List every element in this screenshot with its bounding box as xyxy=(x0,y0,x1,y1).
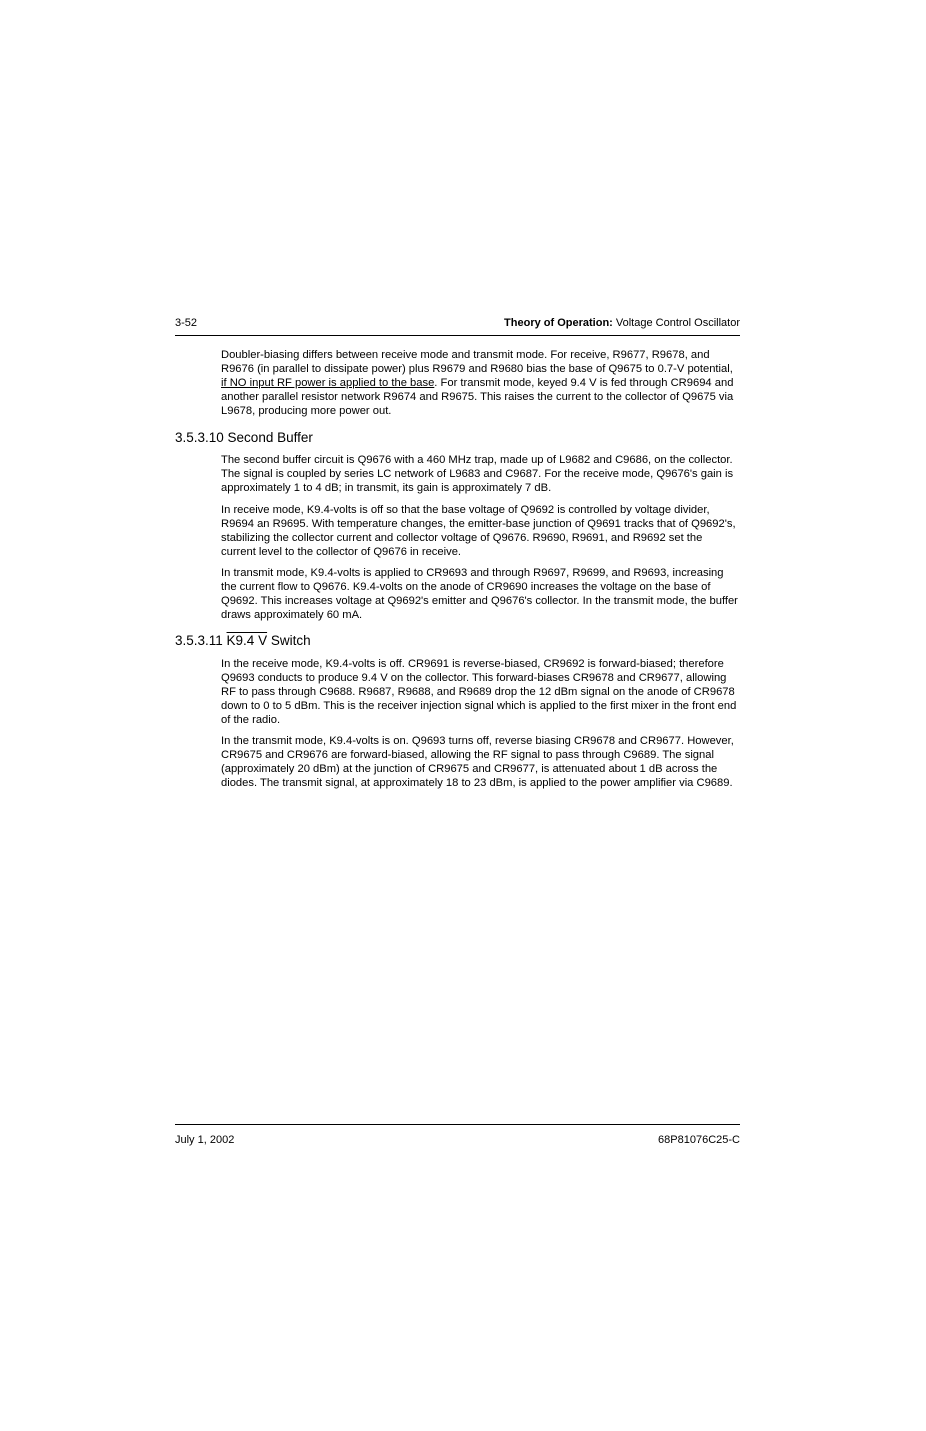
second-buffer-paragraph-1: The second buffer circuit is Q9676 with a 460 MHz trap, made up of L9682 and C9686, on the collector. The signal is coupled by series LC network of L9683 and C9687. For the receive mode, Q9676's gain is approximately 1 to 4 dB; in transmit, its gain is approximately 7 dB. xyxy=(221,454,734,494)
running-title-rest: Voltage Control Oscillator xyxy=(612,317,740,329)
page-header xyxy=(175,316,740,332)
header-rule xyxy=(175,335,740,336)
intro-text-1: Doubler-biasing differs between receive mode and transmit mode. For receive, R9677, R9678, and R9676 (in parallel to dissipate power) plus R9679 and R9680 bias the base of Q9675 to 0.7-V potential, xyxy=(221,349,733,375)
page-footer xyxy=(175,1133,740,1149)
page-number: 3-52 xyxy=(175,317,198,329)
section-heading-k94v-switch xyxy=(175,633,311,649)
footer-date: July 1, 2002 xyxy=(175,1134,235,1146)
section-heading-second-buffer: 3.5.3.10 Second Buffer xyxy=(175,430,313,445)
heading-number: 3.5.3.11 xyxy=(175,633,227,648)
intro-underlined-text: if NO input RF power is applied to the base xyxy=(221,377,435,389)
intro-paragraph xyxy=(221,348,740,418)
switch-paragraph-1: In the receive mode, K9.4-volts is off. CR9691 is reverse-biased, CR9692 is forward-biased; therefore Q9693 conducts to produce 9.4 V on the collector. This forward-biases CR9678 and CR9677, allowing RF to pass through C9688. R9687, R9688, and R9689 drop the 12 dBm signal on the anode of CR9678 down to 0 to 5 dBm. This is the receiver injection signal which is applied to the first mixer in the front end of the radio. xyxy=(221,658,737,726)
running-title-bold: Theory of Operation: xyxy=(504,317,613,329)
second-buffer-paragraph-3: In transmit mode, K9.4-volts is applied to CR9693 and through R9697, R9699, and R9693, increasing the current flow to Q9676. K9.4-volts on the anode of CR9690 increases the voltage on the base of Q9692. This increases voltage at Q9692's emitter and Q9676's collector. In the transmit mode, the buffer draws approximately 60 mA. xyxy=(221,567,738,621)
heading-overlined: K9.4 V xyxy=(226,633,268,648)
running-title xyxy=(504,316,740,330)
heading-rest: Switch xyxy=(267,633,311,648)
switch-paragraph-2: In the transmit mode, K9.4-volts is on. Q9693 turns off, reverse biasing CR9678 and CR9677. However, CR9675 and CR9676 are forward-biased, allowing the RF signal to pass through C9689. The signal (approximately 20 dBm) at the junction of CR9675 and CR9677, is attenuated about 1 dB across the diodes. The transmit signal, at approximately 18 to 23 dBm, is applied to the power amplifier via C9689. xyxy=(221,735,734,789)
intro-text-2: . For transmit mode, keyed 9.4 V is fed through CR9694 and another parallel resistor network R9674 and R9675. This raises the current to the collector of Q9675 via L9678, producing more power out. xyxy=(221,377,734,417)
footer-rule xyxy=(175,1124,740,1125)
footer-doc-number: 68P81076C25-C xyxy=(658,1134,740,1146)
second-buffer-paragraph-2: In receive mode, K9.4-volts is off so that the base voltage of Q9692 is controlled by voltage divider, R9694 an R9695. With temperature changes, the emitter-base junction of Q9691 tracks that of Q9692's, stabilizing the collector current and collector voltage of Q9676. R9690, R9691, and R9692 set the current level to the collector of Q9676 in receive. xyxy=(221,504,736,558)
